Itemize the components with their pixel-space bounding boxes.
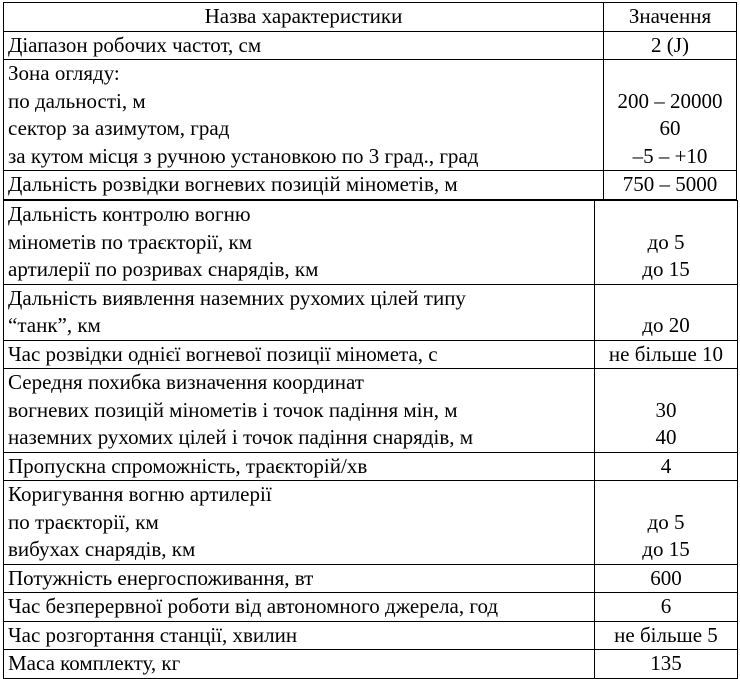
characteristic-value: 750 – 5000: [622, 172, 718, 196]
table-row: [4, 31, 737, 60]
characteristic-name-cell: [4, 369, 595, 453]
characteristic-value: не більше 10: [608, 341, 724, 366]
characteristic-value: до 5: [647, 229, 685, 254]
characteristic-line: Потужність енергоспоживання, вт: [8, 565, 314, 590]
characteristic-value: 4: [660, 453, 672, 478]
characteristic-value: не більше 5: [614, 622, 718, 647]
characteristic-value: 135: [650, 651, 682, 675]
table-row: [4, 650, 738, 679]
characteristic-value: 60: [659, 116, 681, 140]
characteristic-value: 30: [655, 397, 677, 422]
characteristic-line: наземних рухомих цілей і точок падіння снарядів, м: [8, 425, 474, 449]
characteristic-value-cell: [595, 201, 738, 285]
table-row: [4, 481, 738, 565]
characteristic-line: Діапазон робочих частот, см: [8, 32, 262, 57]
characteristic-line: Час розгортання станції, хвилин: [8, 622, 298, 647]
table-row: [4, 564, 738, 593]
characteristic-value-cell: [604, 60, 737, 171]
characteristic-value: 6: [660, 594, 672, 618]
characteristic-line: Дальність розвідки вогневих позицій мінометів, м: [8, 172, 458, 196]
characteristic-line: по дальності, м: [8, 88, 146, 113]
table-row: [4, 593, 738, 622]
characteristic-line: артилерії по розривах снарядів, км: [8, 257, 319, 281]
header-row: [4, 3, 737, 32]
characteristic-line: Маса комплекту, кг: [8, 651, 181, 675]
characteristic-line: вибухах снарядів, км: [8, 537, 196, 561]
characteristic-name-cell: [4, 284, 595, 340]
specs-bottom-body: [4, 201, 738, 679]
characteristic-value: [599, 481, 733, 509]
table-row: [4, 284, 738, 340]
characteristic-value: [599, 201, 733, 229]
characteristic-line: Дальність виявлення наземних рухомих цілей типу: [8, 285, 466, 310]
characteristic-value: 600: [650, 565, 682, 590]
specs-table-top: [3, 2, 737, 200]
characteristic-value: 2 (J): [651, 32, 689, 57]
table-row: [4, 340, 738, 369]
characteristic-line: Коригування вогню артилерії: [8, 482, 272, 506]
table-row: [4, 60, 737, 171]
characteristic-line: за кутом місця з ручною установкою по 3 град., град: [8, 143, 479, 168]
characteristic-line: мінометів по траєкторії, км: [8, 229, 252, 254]
header-value-cell: Значення: [604, 3, 737, 32]
characteristic-name-cell: [4, 621, 595, 650]
specs-table-bottom: [3, 200, 738, 679]
characteristic-value-cell: [595, 593, 738, 622]
characteristic-value: 200 – 20000: [617, 88, 723, 113]
table-row: [4, 171, 737, 200]
characteristic-line: Дальність контролю вогню: [8, 202, 251, 226]
characteristic-name-cell: [4, 593, 595, 622]
characteristic-value-cell: [604, 31, 737, 60]
characteristic-value-cell: [595, 481, 738, 565]
characteristic-name-cell: [4, 564, 595, 593]
characteristic-value: –5 – +10: [632, 143, 708, 168]
characteristic-value: до 15: [642, 257, 690, 281]
characteristic-value: [608, 60, 732, 88]
characteristic-line: по траєкторії, км: [8, 509, 159, 534]
characteristic-name-cell: [4, 60, 604, 171]
header-name-cell: Назва характеристики: [4, 3, 604, 32]
characteristic-value-cell: [595, 284, 738, 340]
table-row: [4, 201, 738, 285]
characteristic-line: Час безперервної роботи від автономного джерела, год: [8, 594, 499, 618]
table-row: [4, 621, 738, 650]
characteristic-value: 40: [655, 425, 677, 449]
specs-top-body: [4, 31, 737, 199]
characteristic-name-cell: [4, 171, 604, 200]
characteristic-value: до 5: [647, 509, 685, 534]
characteristic-line: Зона огляду:: [8, 61, 120, 85]
characteristic-name-cell: [4, 31, 604, 60]
characteristic-value: до 15: [642, 537, 690, 561]
characteristic-line: Пропускна спроможність, траєкторій/хв: [8, 453, 368, 478]
characteristic-name-cell: [4, 481, 595, 565]
characteristic-name-cell: [4, 650, 595, 679]
characteristic-value: [599, 369, 733, 397]
characteristic-value-cell: [604, 171, 737, 200]
characteristic-value-cell: [595, 564, 738, 593]
characteristic-line: “танк”, км: [8, 313, 101, 337]
characteristic-name-cell: [4, 340, 595, 369]
characteristic-value-cell: [595, 369, 738, 453]
characteristic-value-cell: [595, 340, 738, 369]
characteristic-value-cell: [595, 650, 738, 679]
characteristic-value: [599, 285, 733, 313]
characteristic-value: до 20: [642, 313, 690, 337]
table-row: [4, 452, 738, 481]
characteristic-name-cell: [4, 201, 595, 285]
characteristic-line: Середня похибка визначення координат: [8, 370, 364, 394]
characteristic-value-cell: [595, 621, 738, 650]
characteristic-line: сектор за азимутом, град: [8, 116, 230, 140]
characteristic-name-cell: [4, 452, 595, 481]
characteristic-line: вогневих позицій мінометів і точок падіння мін, м: [8, 397, 458, 422]
characteristic-value-cell: [595, 452, 738, 481]
characteristic-line: Час розвідки однієї вогневої позиції міномета, с: [8, 341, 438, 366]
table-row: [4, 369, 738, 453]
